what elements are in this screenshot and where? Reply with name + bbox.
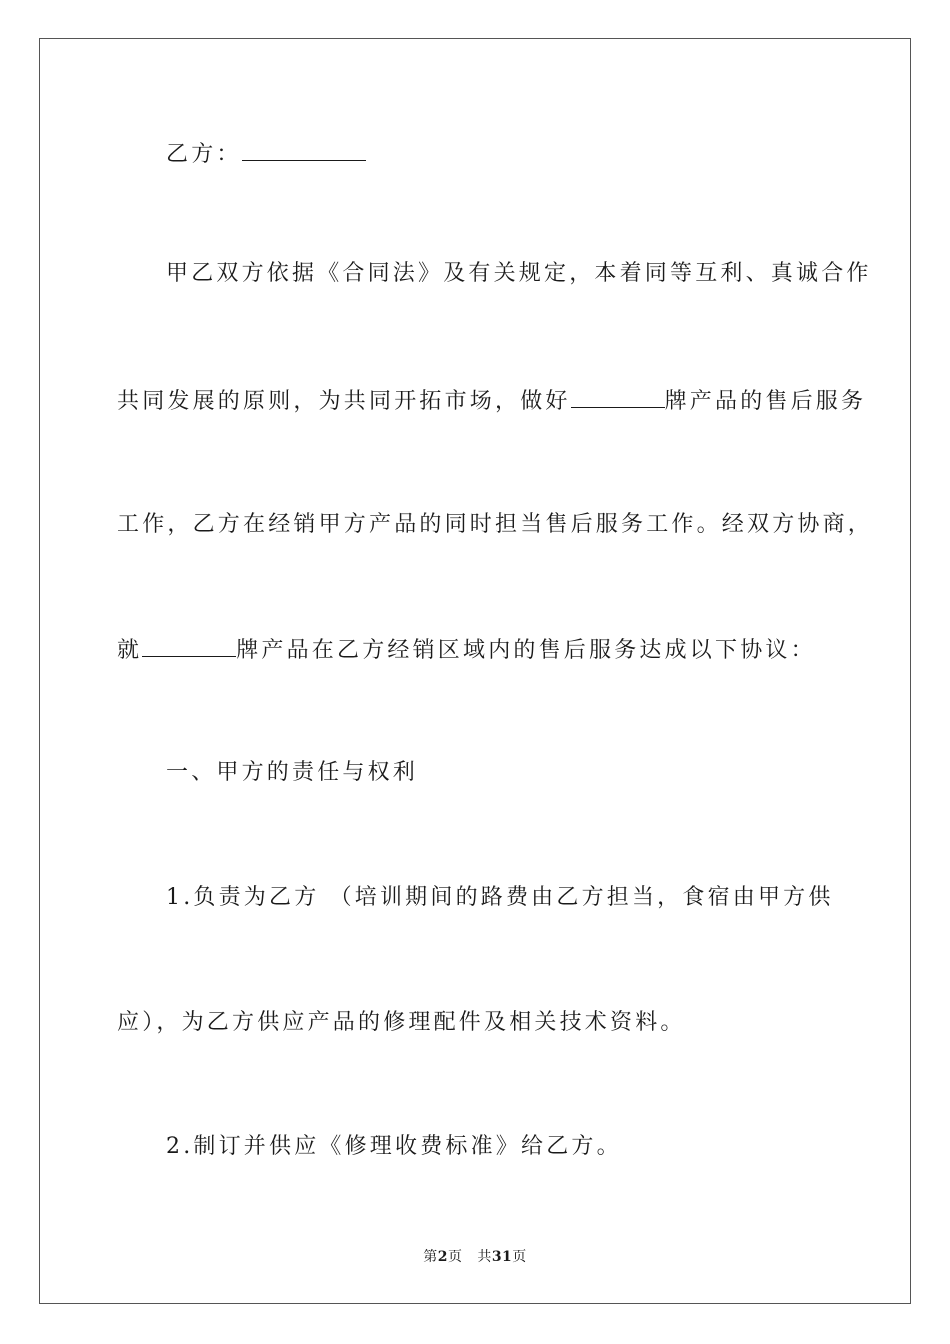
brand-blank — [571, 385, 665, 408]
paragraph-line — [117, 634, 816, 666]
party-b-blank — [242, 138, 366, 161]
current-page-number: 2 — [437, 1249, 448, 1265]
footer-total-suffix: 页 — [512, 1249, 527, 1265]
paragraph-line: 工作，乙方在经销甲方产品的同时担当售后服务工作。经双方协商， — [117, 512, 874, 537]
paragraph-line: 甲乙双方依据《合同法》及有关规定，本着同等互利、真诚合作 — [166, 261, 872, 286]
paragraph-text: 就 — [117, 638, 143, 663]
paragraph-line — [117, 385, 866, 417]
footer-total-prefix: 共 — [477, 1249, 492, 1265]
total-pages-number: 31 — [491, 1249, 513, 1265]
paragraph-text: 共同发展的原则，为共同开拓市场，做好 — [117, 389, 571, 414]
list-item-line: 1.负责为乙方 （培训期间的路费由乙方担当，食宿由甲方供 — [166, 885, 834, 910]
list-item-line: 2.制订并供应《修理收费标准》给乙方。 — [166, 1134, 622, 1159]
footer-prefix: 第 — [423, 1249, 438, 1265]
party-b-line — [166, 138, 366, 170]
paragraph-text: 牌产品在乙方经销区域内的售后服务达成以下协议： — [236, 638, 816, 663]
list-item-line: 应），为乙方供应产品的修理配件及相关技术资料。 — [117, 1010, 686, 1035]
party-b-label: 乙方： — [166, 142, 242, 167]
brand-blank — [142, 634, 236, 657]
page-footer — [0, 1246, 950, 1266]
section-heading: 一、甲方的责任与权利 — [166, 760, 419, 785]
footer-page-word: 页 — [447, 1249, 463, 1265]
page-frame — [39, 38, 911, 1304]
paragraph-text: 牌产品的售后服务 — [664, 389, 867, 414]
